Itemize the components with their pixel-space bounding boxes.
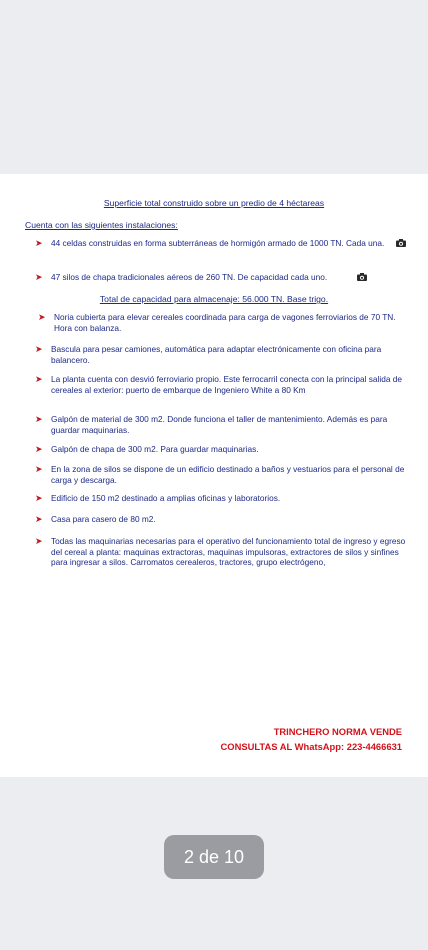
list-item bbox=[37, 272, 407, 283]
arrowhead-bullet-icon: ➤ bbox=[35, 514, 43, 524]
list-item-text: Edificio de 150 m2 destinado a amplias oficinas y laboratorios. bbox=[51, 493, 281, 503]
list-item bbox=[37, 344, 407, 365]
capacity-line: Total de capacidad para almacenaje: 56.000 TN. Base trigo. bbox=[99, 294, 329, 304]
list-item-text: Galpón de material de 300 m2. Donde funciona el taller de mantenimiento. Además es para guardar maquinarias. bbox=[51, 414, 388, 435]
list-item-text: Casa para casero de 80 m2. bbox=[51, 514, 156, 524]
document-page bbox=[0, 174, 428, 777]
list-item-text: 47 silos de chapa tradicionales aéreos de 260 TN. De capacidad cada uno. bbox=[51, 272, 328, 282]
list-item-text: Todas las maquinarias necesarias para el operativo del funcionamiento total de ingreso y egreso del cereal a planta: maquinas extractoras, maquinas impulsoras, extractores de silos y sinfines para ingresar a silos. Carromatos cerealeros, tractores, grupo electrógeno, bbox=[51, 536, 406, 567]
arrowhead-bullet-icon: ➤ bbox=[35, 374, 43, 384]
list-item bbox=[37, 238, 407, 249]
list-item bbox=[37, 536, 407, 568]
list-item bbox=[37, 464, 407, 485]
arrowhead-bullet-icon: ➤ bbox=[35, 272, 43, 282]
list-item-text: Bascula para pesar camiones, automática para adaptar electrónicamente con oficina para balancero. bbox=[51, 344, 382, 365]
arrowhead-bullet-icon: ➤ bbox=[35, 344, 43, 354]
seller-line: TRINCHERO NORMA VENDE bbox=[273, 726, 402, 737]
list-item bbox=[37, 444, 407, 455]
list-item-text: La planta cuenta con desvió ferroviario propio. Este ferrocarril conecta con la principal salida de cereales al exterior: puerto de embarque de Ingeniero White a 80 Km bbox=[51, 374, 402, 395]
list-item bbox=[37, 514, 407, 525]
list-item-text: Noria cubierta para elevar cereales coordinada para carga de vagones ferroviarios de 70 TN. Hora con balanza. bbox=[54, 312, 396, 333]
whatsapp-contact-line: CONSULTAS AL WhatsApp: 223-4466631 bbox=[220, 741, 402, 752]
arrowhead-bullet-icon: ➤ bbox=[35, 238, 43, 248]
list-item-text: En la zona de silos se dispone de un edificio destinado a baños y vestuarios para el personal de carga y descarga. bbox=[51, 464, 405, 485]
arrowhead-bullet-icon: ➤ bbox=[38, 312, 46, 322]
arrowhead-bullet-icon: ➤ bbox=[35, 536, 43, 546]
list-item bbox=[37, 374, 407, 395]
list-item-text: Galpón de chapa de 300 m2. Para guardar maquinarias. bbox=[51, 444, 259, 454]
list-item bbox=[37, 414, 407, 435]
document-title: Superficie total construido sobre un predio de 4 héctareas bbox=[103, 198, 325, 208]
installations-heading: Cuenta con las siguientes instalaciones: bbox=[25, 220, 178, 230]
arrowhead-bullet-icon: ➤ bbox=[35, 444, 43, 454]
page-indicator: 2 de 10 bbox=[164, 835, 264, 879]
list-item bbox=[37, 493, 407, 504]
camera-icon bbox=[396, 239, 406, 247]
camera-icon bbox=[357, 273, 367, 281]
list-item-text: 44 celdas construidas en forma subterráneas de hormigón armado de 1000 TN. Cada una. bbox=[51, 238, 385, 248]
list-item bbox=[40, 312, 407, 333]
arrowhead-bullet-icon: ➤ bbox=[35, 464, 43, 474]
arrowhead-bullet-icon: ➤ bbox=[35, 493, 43, 503]
arrowhead-bullet-icon: ➤ bbox=[35, 414, 43, 424]
